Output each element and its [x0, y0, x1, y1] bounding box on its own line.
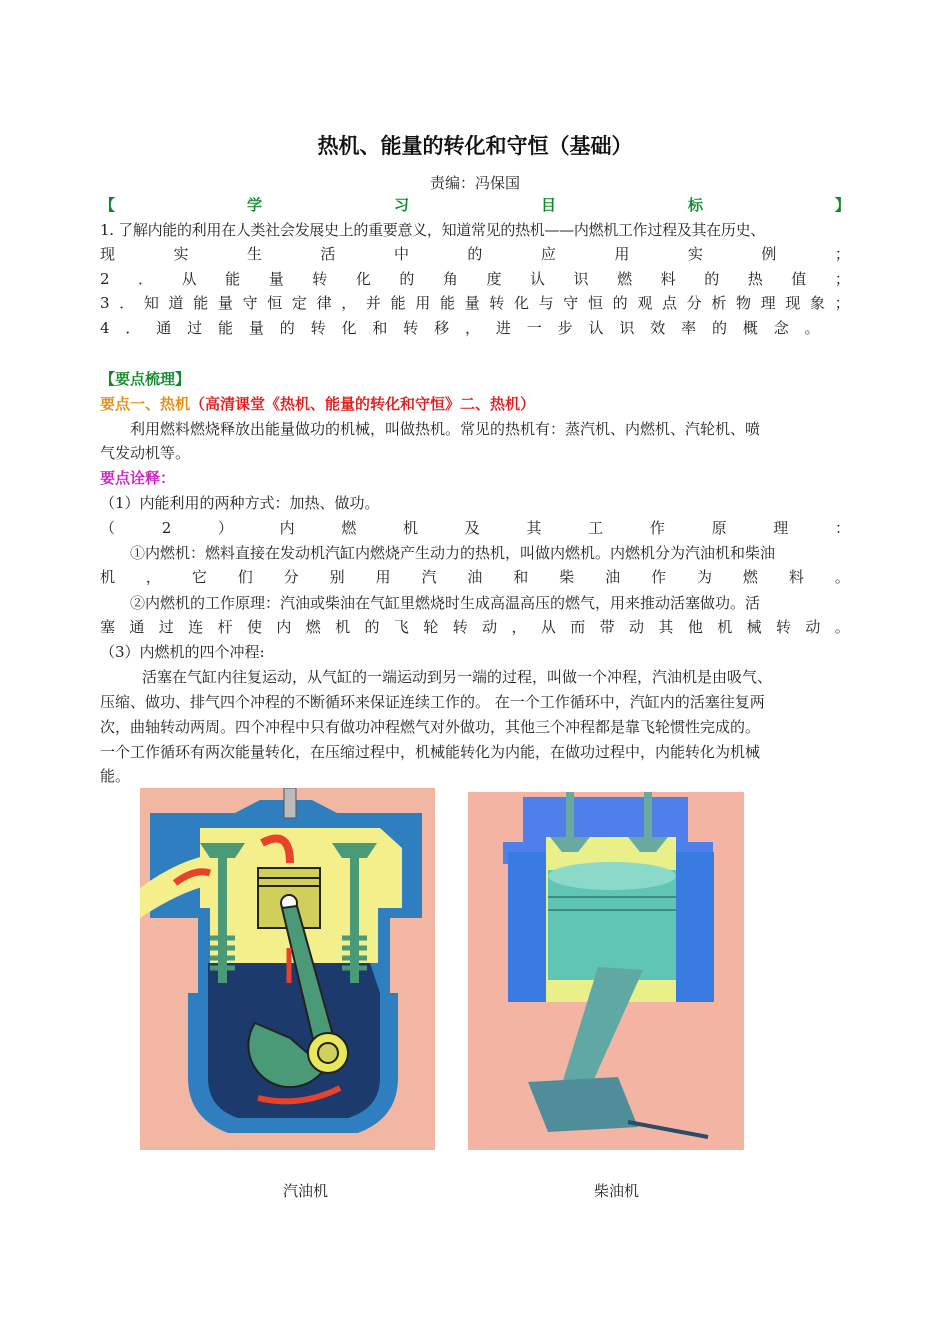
caption-diesel-engine: 柴油机 — [594, 1182, 640, 1200]
point-1-label: 要点一、热机 — [100, 395, 191, 413]
spaced-char: 转 — [310, 319, 326, 337]
spaced-char: 点 — [661, 294, 677, 312]
spaced-char: ， — [511, 618, 527, 636]
spaced-char: 应 — [540, 245, 556, 263]
spaced-char: 生 — [246, 245, 262, 263]
paragraph-3-line-3: 次，曲轴转动两周。四个冲程中只有做功冲程燃气对外做功，其他三个冲程都是靠飞轮惯性完成的。 — [100, 718, 761, 736]
spaced-char: 化 — [341, 319, 357, 337]
spaced-char: 析 — [711, 294, 727, 312]
spaced-char: 他 — [687, 618, 703, 636]
spaced-char: 热 — [747, 270, 763, 288]
spaced-char: 道 — [168, 294, 184, 312]
gasoline-engine-illustration — [140, 788, 435, 1150]
spaced-char: 量 — [217, 294, 233, 312]
spaced-char: 物 — [736, 294, 752, 312]
objective-2 — [100, 267, 850, 291]
spaced-char: 。 — [804, 319, 820, 337]
objective-3 — [100, 291, 850, 315]
spaced-char: 率 — [681, 319, 697, 337]
spaced-char: 恒 — [267, 294, 283, 312]
objective-4 — [100, 316, 820, 340]
spaced-char: 汽 — [421, 568, 437, 586]
spaced-char: ； — [834, 294, 850, 312]
spaced-char: 念 — [773, 319, 789, 337]
point-1-heading — [100, 392, 850, 416]
spaced-char: 4 — [100, 319, 110, 337]
spaced-char: 机 — [717, 618, 733, 636]
spaced-char: 理 — [760, 294, 776, 312]
spaced-char: 能 — [439, 294, 455, 312]
spaced-char: 通 — [129, 618, 145, 636]
spaced-char: 度 — [486, 270, 502, 288]
spaced-char: 料 — [660, 270, 676, 288]
spaced-char: 量 — [268, 270, 284, 288]
spaced-char: 过 — [158, 618, 174, 636]
spaced-char: 工 — [588, 519, 604, 537]
paragraph-1-line-2: 气发动机等。 — [100, 444, 191, 462]
spaced-char: 转 — [489, 294, 505, 312]
spaced-char: ； — [834, 270, 850, 288]
sub-2-line-1: ②内燃机的工作原理：汽油或柴油在气缸里燃烧时生成高温高压的燃气，用来推动活塞做功。活 — [130, 594, 761, 612]
spaced-char: 油 — [467, 568, 483, 586]
point-1-link[interactable]: （高清课堂《热机、能量的转化和守恒》二、热机） — [190, 395, 536, 413]
spaced-char: 认 — [530, 270, 546, 288]
spaced-char: 燃 — [742, 568, 758, 586]
spaced-char: ． — [125, 319, 141, 337]
spaced-char: 现 — [100, 245, 116, 263]
diesel-engine-illustration — [468, 792, 744, 1150]
paragraph-3-line-1: 活塞在气缸内往复运动，从气缸的一端运动到另一端的过程，叫做一个冲程，汽油机是由吸气、 — [142, 668, 773, 686]
spaced-char: 能 — [218, 319, 234, 337]
spaced-char: ． — [119, 294, 135, 312]
spaced-char: 柴 — [559, 568, 575, 586]
paragraph-3-line-4: 一个工作循环有两次能量转化，在压缩过程中，机械能转化为内能，在做功过程中，内能转化为机械 — [100, 743, 761, 761]
spaced-char: 机 — [403, 519, 419, 537]
spaced-char: 连 — [188, 618, 204, 636]
spaced-char: 其 — [658, 618, 674, 636]
spaced-char: 角 — [442, 270, 458, 288]
item-2 — [100, 516, 850, 540]
spaced-char: 而 — [570, 618, 586, 636]
spaced-char: 内 — [276, 618, 292, 636]
author-line: 责编：冯保国 — [429, 174, 520, 192]
objective-1: 1. 了解内能的利用在人类社会发展史上的重要意义，知道常见的热机——内燃机工作过程及其在历史、 — [100, 221, 765, 239]
spaced-char: 带 — [599, 618, 615, 636]
spaced-char: 实 — [173, 245, 189, 263]
spaced-char: 中 — [393, 245, 409, 263]
spaced-char: 燃 — [341, 519, 357, 537]
spaced-char: 移 — [434, 319, 450, 337]
spaced-char: 理 — [773, 519, 789, 537]
spaced-char: 轮 — [423, 618, 439, 636]
spaced-char: 化 — [355, 270, 371, 288]
spaced-char: 及 — [464, 519, 480, 537]
spaced-char: 从 — [181, 270, 197, 288]
spaced-char: ； — [834, 245, 850, 263]
spaced-char: 作 — [651, 568, 667, 586]
spaced-char: ， — [341, 294, 357, 312]
spaced-char: （ — [100, 519, 116, 537]
spaced-char: 械 — [746, 618, 762, 636]
spaced-char: 它 — [191, 568, 207, 586]
spaced-char: 其 — [526, 519, 542, 537]
spaced-char: 燃 — [617, 270, 633, 288]
spaced-char: 的 — [364, 618, 380, 636]
spaced-char: 能 — [390, 294, 406, 312]
spaced-char: 分 — [686, 294, 702, 312]
paragraph-3-line-2: 压缩、做功、排气四个冲程的不断循环来保证连续工作的。 在一个工作循环中，汽缸内的活塞往复两 — [100, 693, 765, 711]
objective-1-cont — [100, 242, 850, 266]
spaced-char: 例 — [761, 245, 777, 263]
spaced-char: 的 — [704, 270, 720, 288]
spaced-char: 2 — [100, 270, 110, 288]
spaced-char: 值 — [791, 270, 807, 288]
spaced-char: 转 — [403, 319, 419, 337]
spaced-char: 识 — [619, 319, 635, 337]
spaced-char: 定 — [291, 294, 307, 312]
spaced-char: 能 — [193, 294, 209, 312]
spaced-char: 动 — [805, 618, 821, 636]
spaced-char: 量 — [464, 294, 480, 312]
spaced-char: 能 — [225, 270, 241, 288]
spaced-char: 通 — [156, 319, 172, 337]
spaced-char: 从 — [540, 618, 556, 636]
spaced-char: 们 — [237, 568, 253, 586]
spaced-char: ， — [145, 568, 161, 586]
spaced-char: 与 — [538, 294, 554, 312]
spaced-char: 概 — [742, 319, 758, 337]
spaced-char: 。 — [834, 568, 850, 586]
spaced-char: 效 — [650, 319, 666, 337]
spaced-char: 的 — [712, 319, 728, 337]
spaced-char: 油 — [605, 568, 621, 586]
spaced-char: 杆 — [217, 618, 233, 636]
spaced-char: 认 — [588, 319, 604, 337]
spaced-char: 料 — [788, 568, 804, 586]
spaced-char: 动 — [482, 618, 498, 636]
spaced-char: 机 — [100, 568, 116, 586]
spaced-char: 使 — [246, 618, 262, 636]
spaced-char: 一 — [526, 319, 542, 337]
page-title: 热机、能量的转化和守恒（基础） — [317, 134, 633, 158]
spaced-char: 塞 — [100, 618, 116, 636]
spaced-char: 的 — [612, 294, 628, 312]
spaced-char: 观 — [637, 294, 653, 312]
spaced-char: 过 — [187, 319, 203, 337]
spaced-char: 转 — [775, 618, 791, 636]
spaced-char: 并 — [365, 294, 381, 312]
spaced-char: 用 — [375, 568, 391, 586]
spaced-char: 知 — [143, 294, 159, 312]
spaced-char: 机 — [335, 618, 351, 636]
spaced-char: 作 — [649, 519, 665, 537]
objectives-heading: 【 学 习 目 标 】 — [100, 196, 850, 214]
spaced-char: 内 — [279, 519, 295, 537]
sub-1-line-1: ①内燃机：燃料直接在发动机汽缸内燃烧产生动力的热机，叫做内燃机。内燃机分为汽油机和柴油 — [130, 544, 776, 562]
spaced-char: ： — [834, 519, 850, 537]
spaced-char: 的 — [279, 319, 295, 337]
spaced-char: 守 — [563, 294, 579, 312]
spaced-char: 。 — [834, 618, 850, 636]
spaced-char: 2 — [161, 519, 172, 537]
item-3: （3）内燃机的四个冲程: — [100, 643, 265, 661]
spaced-char: 的 — [399, 270, 415, 288]
paragraph-3-line-5: 能。 — [100, 767, 131, 785]
spaced-char: ． — [138, 270, 154, 288]
spaced-char: 和 — [372, 319, 388, 337]
points-heading: 【要点梳理】 — [100, 370, 191, 388]
spaced-char: 律 — [316, 294, 332, 312]
spaced-char: 分 — [283, 568, 299, 586]
spaced-char: 动 — [629, 618, 645, 636]
explain-heading: 要点诠释： — [100, 469, 176, 487]
spaced-char: 的 — [467, 245, 483, 263]
spaced-char: 进 — [495, 319, 511, 337]
spaced-char: 3 — [100, 294, 110, 312]
spaced-char: ， — [465, 319, 481, 337]
spaced-char: 恒 — [587, 294, 603, 312]
paragraph-1-line-1: 利用燃料燃烧释放出能量做功的机械，叫做热机。常见的热机有：蒸汽机、内燃机、汽轮机、喷 — [130, 420, 761, 438]
sub-1-line-2 — [100, 565, 850, 589]
spaced-char: 为 — [696, 568, 712, 586]
item-1: （1）内能利用的两种方式：加热、做功。 — [100, 494, 380, 512]
sub-2-line-2 — [100, 615, 850, 639]
spaced-char: 量 — [248, 319, 264, 337]
spaced-char: 转 — [312, 270, 328, 288]
spaced-char: 步 — [557, 319, 573, 337]
spaced-char: 守 — [242, 294, 258, 312]
spaced-char: 飞 — [393, 618, 409, 636]
spaced-char: 识 — [573, 270, 589, 288]
spaced-char: 化 — [513, 294, 529, 312]
spaced-char: 用 — [614, 245, 630, 263]
spaced-char: 别 — [329, 568, 345, 586]
spaced-char: 实 — [687, 245, 703, 263]
spaced-char: 用 — [415, 294, 431, 312]
spaced-char: ） — [217, 519, 233, 537]
spaced-char: 转 — [452, 618, 468, 636]
caption-gasoline-engine: 汽油机 — [283, 1182, 329, 1200]
spaced-char: 燃 — [305, 618, 321, 636]
spaced-char: 活 — [320, 245, 336, 263]
spaced-char: 现 — [785, 294, 801, 312]
spaced-char: 象 — [810, 294, 826, 312]
spaced-char: 原 — [711, 519, 727, 537]
spaced-char: 和 — [513, 568, 529, 586]
